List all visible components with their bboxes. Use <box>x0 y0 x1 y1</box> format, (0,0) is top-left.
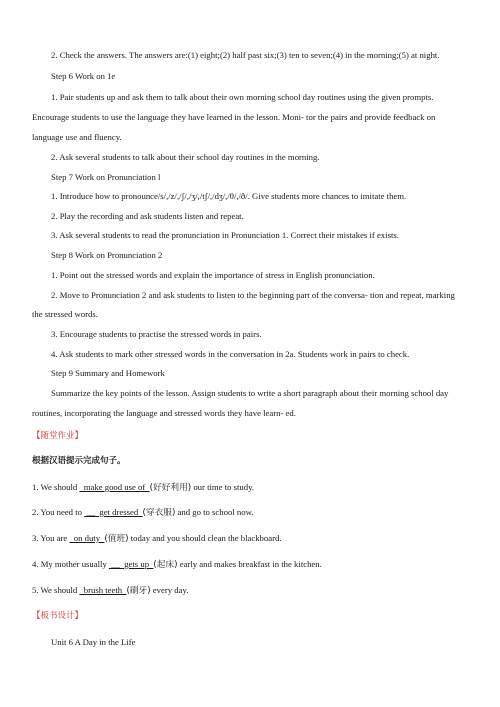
exercise-text: our time to study. <box>191 482 255 492</box>
paragraph-line: 2. Ask several students to talk about their school day routines in the morning. <box>51 152 320 162</box>
answer-check-text: 2. Check the answers. The answers are:(1) eight;(2) half past six;(3) ten to seven;(4) in the morning;(5) at night. <box>51 50 440 60</box>
paragraph-line: 4. Ask students to mark other stressed words in the conversation in 2a. Students work in pairs to check. <box>51 349 410 359</box>
answer-blank: __ gets up <box>108 559 154 569</box>
answer-blank: on duty <box>69 533 105 543</box>
exercise-text: every day. <box>150 585 189 595</box>
paragraph-line: language use and fluency. <box>32 132 122 142</box>
chinese-hint: (起床) <box>153 560 178 570</box>
chinese-hint: (值班) <box>104 534 129 544</box>
exercise-item <box>32 481 470 494</box>
paragraph-line: the stressed words. <box>32 309 98 319</box>
board-title: Unit 6 A Day in the Life <box>51 637 136 647</box>
chinese-hint: (好好利用) <box>149 483 192 493</box>
exercise-text: 2. You need to <box>32 507 85 517</box>
paragraph-line: routines, incorporating the language and stressed words they have learn- ed. <box>32 408 296 418</box>
exercise-text: 3. You are <box>32 533 70 543</box>
paragraph-line: Encourage students to use the language they have learned in the lesson. Moni- tor the pairs and provide feedback on <box>32 112 436 122</box>
answer-blank: __ get dressed <box>84 507 143 517</box>
paragraph-line: 1. Pair students up and ask them to talk about their own morning school day routines using the given prompts. <box>51 92 434 102</box>
exercise-text: early and makes breakfast in the kitchen. <box>177 559 322 569</box>
paragraph-line: 1. Point out the stressed words and explain the importance of stress in English pronunciation. <box>51 270 375 280</box>
exercise-item <box>32 584 470 597</box>
paragraph-line: 3. Encourage students to practise the stressed words in pairs. <box>51 329 262 339</box>
answer-blank: make good use of <box>79 482 150 492</box>
exercise-item <box>32 558 470 571</box>
homework-section-tag: 【随堂作业】 <box>32 431 84 441</box>
exercise-text: 5. We should <box>32 585 80 595</box>
chinese-hint: (穿衣服) <box>142 508 176 518</box>
exercise-item <box>32 532 470 545</box>
answer-blank: brush teeth <box>79 585 127 595</box>
chinese-hint: (刷牙) <box>126 586 151 596</box>
exercise-text: today and you should clean the blackboard. <box>128 533 282 543</box>
step-heading: Step 9 Summary and Homework <box>51 368 165 378</box>
exercise-item <box>32 506 470 519</box>
step-heading: Step 8 Work on Pronunciation 2 <box>51 250 163 260</box>
exercise-instruction: 根据汉语提示完成句子。 <box>32 456 126 466</box>
paragraph-line: Summarize the key points of the lesson. Assign students to write a short paragraph about their morning school day <box>51 388 449 398</box>
paragraph-line: 1. Introduce how to pronounce/s/,/z/,/ʃ/,/ʒ/,/tʃ/,/dʒ/,/θ/,/ð/. Give students more chances to imitate them. <box>51 191 407 201</box>
step-heading: Step 7 Work on Pronunciation l <box>51 172 161 182</box>
paragraph-line: 2. Move to Pronunciation 2 and ask students to listen to the beginning part of the conversa- tion and repeat, marking <box>51 290 455 300</box>
exercise-text: 4. My mother usually <box>32 559 109 569</box>
board-design-tag: 【板书设计】 <box>32 611 84 621</box>
paragraph-line: 3. Ask several students to read the pronunciation in Pronunciation 1. Correct their mistakes if exists. <box>51 230 399 240</box>
step-heading: Step 6 Work on 1e <box>51 71 116 81</box>
exercise-text: 1. We should <box>32 482 80 492</box>
exercise-text: and go to school now. <box>175 507 254 517</box>
paragraph-line: 2. Play the recording and ask students listen and repeat. <box>51 211 244 221</box>
